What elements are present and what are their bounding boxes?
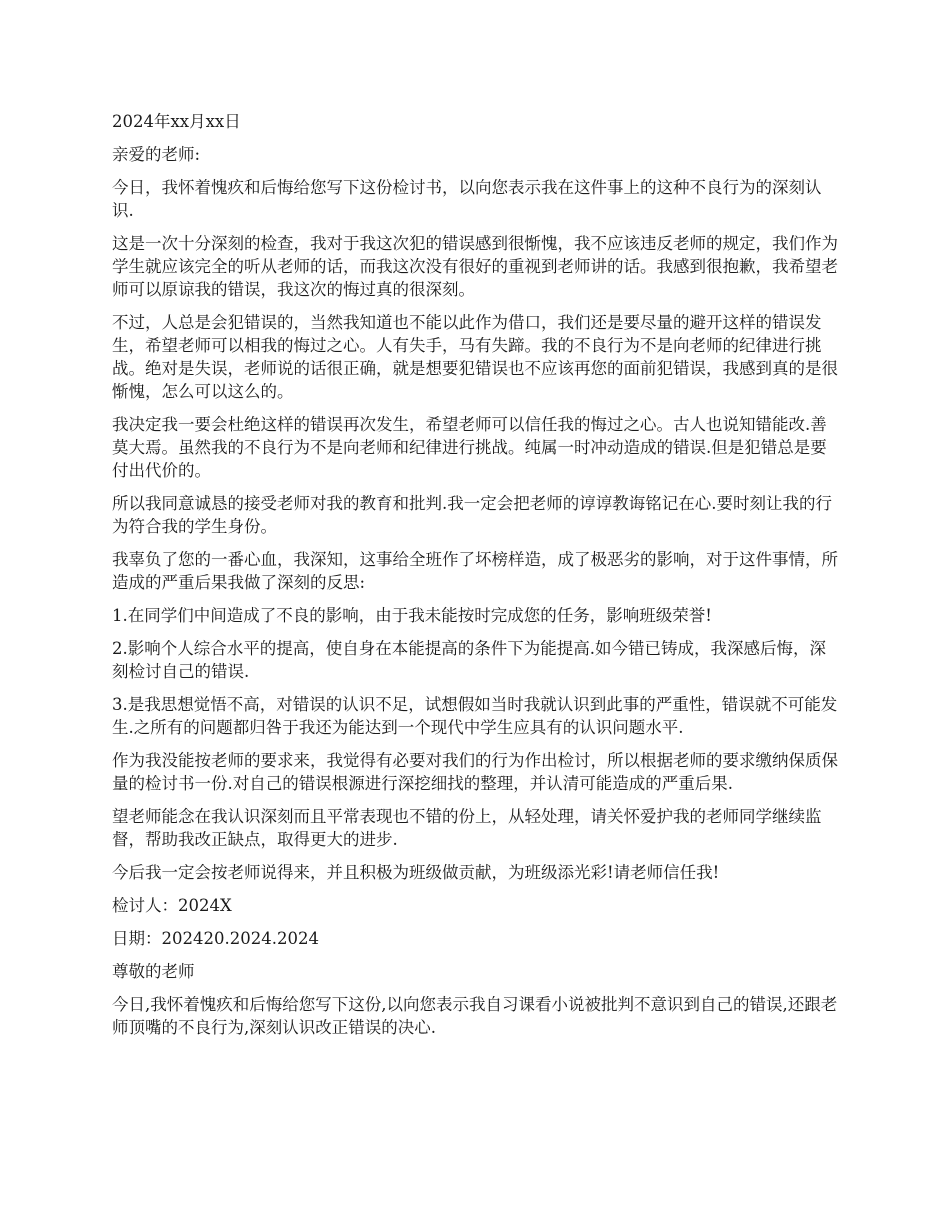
second-greeting: 尊敬的老师 bbox=[112, 962, 195, 981]
paragraph: 今日，我怀着愧疚和后悔给您写下这份检讨书，以向您表示我在这件事上的这种不良行为的深刻认识. bbox=[112, 178, 822, 220]
paragraph: 我辜负了您的一番心血，我深知，这事给全班作了坏榜样造，成了极恶劣的影响，对于这件事情，所造成的严重后果我做了深刻的反思: bbox=[112, 550, 838, 592]
list-item: 1.在同学们中间造成了不良的影响，由于我未能按时完成您的任务，影响班级荣誉! bbox=[112, 606, 712, 625]
paragraph: 今后我一定会按老师说得来，并且积极为班级做贡献，为班级添光彩!请老师信任我! bbox=[112, 863, 720, 882]
paragraph: 不过，人总是会犯错误的，当然我知道也不能以此作为借口，我们还是要尽量的避开这样的错误发生，希望老师可以相我的悔过之心。人有失手，马有失蹄。我的不良行为不是向老师的纪律进行挑战。绝对是失误，老师说的话很正确，就是想要犯错误也不应该再您的面前犯错误，我感到真的是很惭愧，怎么可以这么的。 bbox=[112, 313, 838, 401]
paragraph: 望老师能念在我认识深刻而且平常表现也不错的份上，从轻处理，请关怀爱护我的老师同学继续监督，帮助我改正缺点，取得更大的进步. bbox=[112, 807, 822, 849]
list-item: 3.是我思想觉悟不高，对错误的认识不足，试想假如当时我就认识到此事的严重性，错误就不可能发生.之所有的问题都归咎于我还为能达到一个现代中学生应具有的认识问题水平. bbox=[112, 695, 838, 737]
paragraph: 所以我同意诚恳的接受老师对我的教育和批判.我一定会把老师的谆谆教诲铭记在心.要时刻让我的行为符合我的学生身份。 bbox=[112, 494, 832, 536]
list-item: 2.影响个人综合水平的提高，使自身在本能提高的条件下为能提高.如今错已铸成，我深感后悔，深刻检讨自己的错误. bbox=[112, 639, 826, 681]
letter-greeting: 亲爱的老师: bbox=[112, 145, 201, 164]
document-page bbox=[112, 110, 842, 1049]
paragraph: 这是一次十分深刻的检查，我对于我这次犯的错误感到很惭愧，我不应该违反老师的规定，我们作为学生就应该完全的听从老师的话，而我这次没有很好的重视到老师讲的话。我感到很抱歉，我希望老师可以原谅我的错误，我这次的悔过真的很深刻。 bbox=[112, 234, 838, 299]
paragraph: 作为我没能按老师的要求来，我觉得有必要对我们的行为作出检讨，所以根据老师的要求缴纳保质保量的检讨书一份.对自己的错误根源进行深挖细找的整理，并认清可能造成的严重后果. bbox=[112, 751, 838, 793]
letter-date: 2024年xx月xx日 bbox=[112, 112, 241, 131]
paragraph: 今日,我怀着愧疚和后悔给您写下这份,以向您表示我自习课看小说被批判不意识到自己的错误,还跟老师顶嘴的不良行为,深刻认识改正错误的决心. bbox=[112, 995, 838, 1037]
sign-date: 日期：202420.2024.2024 bbox=[112, 929, 319, 948]
signature: 检讨人：2024X bbox=[112, 896, 232, 915]
paragraph: 我决定我一要会杜绝这样的错误再次发生，希望老师可以信任我的悔过之心。古人也说知错能改.善莫大焉。虽然我的不良行为不是向老师和纪律进行挑战。纯属一时冲动造成的错误.但是犯错总是要付出代价的。 bbox=[112, 415, 827, 480]
